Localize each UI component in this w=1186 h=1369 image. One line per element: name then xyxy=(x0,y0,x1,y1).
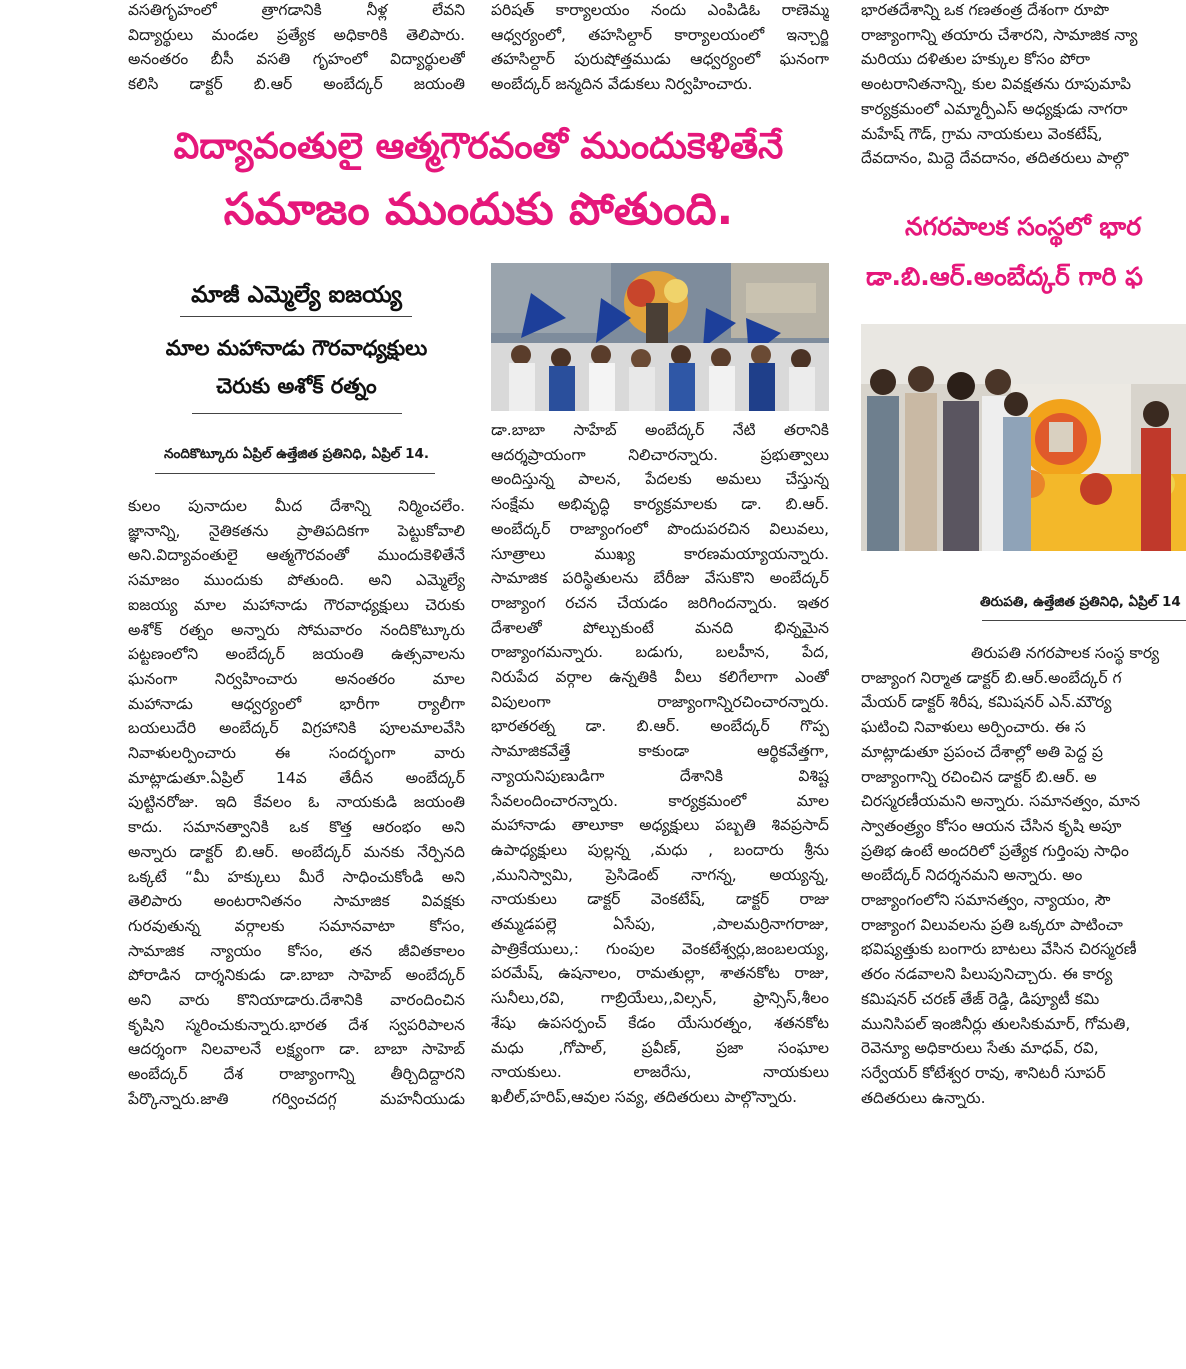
col1-top-text xyxy=(128,0,465,97)
text-line: ఐజయ్య మాల మహానాడు గౌరవాధ్యక్షులు చెరుకు xyxy=(128,595,465,614)
subhead-name: మాజీ ఎమ్మెల్యే ఐజయ్య xyxy=(191,282,402,308)
text-line: స్వాతంత్ర్యం కోసం ఆయన చేసిన కృషి అపూ xyxy=(861,816,1122,835)
text-line: రాజ్యాంగమన్నారు. బడుగు, బలహీన, పేద, xyxy=(491,643,829,662)
text-line: ఒక్కటే “మీ హక్కులు మీరే సాధించుకోండి అని xyxy=(128,867,465,886)
subhead-title: మాల మహానాడు గౌరవాధ్యక్షులు xyxy=(165,336,428,360)
text-line: విపులంగా రాజ్యాంగాన్నిరచించారన్నారు. xyxy=(491,692,829,711)
text-line: మరియు దళితుల హక్కుల కోసం పోరా xyxy=(861,50,1091,69)
text-line: సేవలందించారన్నారు. కార్యక్రమంలో మాల xyxy=(491,791,829,810)
text-line: మాట్లాడుతూ.ఏప్రిల్ 14వ తేదీన అంబేద్కర్ xyxy=(128,768,465,787)
text-line: మునిసిపల్ ఇంజినీర్లు తులసికుమార్, గోమతి, xyxy=(861,1014,1131,1033)
text-line: ఆదర్శంగా నిలవాలనే లక్ష్యంగా డా. బాబా సాహెబ్ xyxy=(128,1040,465,1059)
text-line: అంటరానితనాన్ని, కుల వివక్షతను రూపుమాపి xyxy=(861,75,1132,94)
col2-top-text xyxy=(491,0,829,97)
text-line: చిరస్మరణీయమని అన్నారు. సమానత్వం, మాన xyxy=(861,792,1141,811)
text-line: డా.బాబా సాహేబ్ అంబేద్కర్ నేటి తరానికి xyxy=(491,421,829,439)
text-line: కృషిని స్మరించుకున్నారు.భారత దేశ స్వపరిపాలన xyxy=(128,1015,465,1034)
text-line: పాత్రికేయులు,: గుంపుల వెంకటేశ్వర్లు,జంబలయ్య, xyxy=(491,939,829,958)
main-headline-line1: విద్యావంతులై ఆత్మగౌరవంతో ముందుకెళితేనే xyxy=(173,126,784,167)
text-line: భారతదేశాన్ని ఒక గణతంత్ర దేశంగా రూపొ xyxy=(861,1,1110,19)
text-line: అని వారు కొనియాడారు.దేశానికి వారందించిన xyxy=(128,991,465,1010)
text-line: మహానాడు ఆధ్వర్యంలో భారీగా ర్యాలీగా xyxy=(128,694,465,713)
text-line: అశోక్ రత్నం అన్నారు సోమవారం నందికొట్కూరు xyxy=(128,620,465,639)
text-line: ,మునిస్వామి, ప్రెసిడెంట్ నాగన్న, అయ్యన్న, xyxy=(491,865,829,884)
col3-headline-line1: నగరపాలక సంస్థలో భార xyxy=(905,212,1142,241)
text-line: దేశాలతో పోల్చుకుంటే మనది భిన్నమైన xyxy=(491,618,829,637)
text-line: అనంతరం బీసీ వసతి గృహంలో విద్యార్థులతో xyxy=(128,50,465,69)
col3-body xyxy=(861,641,1186,1110)
text-line: అన్నారు డాక్టర్ బి.ఆర్. అంబేద్కర్ మనకు నేర్పినది xyxy=(128,842,465,861)
dateline: నందికొట్కూరు ఏప్రిల్ ఉత్తేజిత ప్రతినిధి, ఏప్రిల్ 14. xyxy=(164,446,429,462)
text-line: రాజ్యాంగాన్ని రచించిన డాక్టర్ బి.ఆర్. అ xyxy=(861,767,1097,786)
text-line: పేర్కొన్నారు.జాతి గర్వించదగ్గ మహనీయుడు xyxy=(128,1089,465,1108)
rally-photo-image xyxy=(491,263,829,411)
dateline-right-underline xyxy=(982,620,1186,621)
text-line: ఉపాధ్యక్షులు పుల్లన్న ,మధు , బందారు శ్రీను xyxy=(491,840,829,859)
text-line: తదితరులు ఉన్నారు. xyxy=(861,1088,986,1107)
text-line: జ్ఞానాన్ని, నైతికతను ప్రాతిపదికగా పెట్టుకోవాలి xyxy=(128,521,465,540)
text-line: శేషు ఉపసర్పంచ్ కేడం యేసురత్నం, శతనకోట xyxy=(491,1013,829,1032)
col3-headline-line2: డా.బి.ఆర్.అంబేద్కర్ గారి ఫ xyxy=(866,262,1143,291)
text-line: కులం పునాదుల మీద దేశాన్ని నిర్మించలేం. xyxy=(128,497,465,515)
text-line: పరిషత్ కార్యాలయం నందు ఎంపిడిఓ రాణెమ్మ xyxy=(491,1,829,19)
text-line: గురవుతున్న వర్గాలకు సమానవాటా కోసం, xyxy=(128,916,465,935)
text-line: అంబేద్కర్ నిదర్శనమని అన్నారు. అం xyxy=(861,866,1083,885)
text-line: మాట్లాడుతూ ప్రపంచ దేశాల్లో అతి పెద్ద ప్ర xyxy=(861,742,1103,761)
text-line: దేవదానం, మిద్దె దేవదానం, తదితరులు పాల్గొ xyxy=(861,149,1129,168)
text-line: సామాజిక పరిస్థితులను బేరీజు వేసుకొని అంబేద్కర్ xyxy=(491,569,829,588)
text-line: రాజ్యాంగ నిర్మాత డాక్టర్ బి.ఆర్.అంబేద్కర్ గ xyxy=(861,668,1122,687)
subhead-name2: చెరుకు అశోక్ రత్నం xyxy=(216,374,377,398)
main-headline-line2: సమాజం ముందుకు పోతుంది. xyxy=(223,184,734,235)
text-line: తెలిపారు అంటరానితనం సామాజిక వివక్షకు xyxy=(128,892,465,911)
text-line: నిరుపేద వర్గాల ఉన్నతికి వీలు కలిగేలాగా ఎంతో xyxy=(491,668,829,687)
col2-body xyxy=(491,418,829,1110)
text-line: తిరుపతి నగరపాలక సంస్థ కార్య xyxy=(971,644,1160,662)
text-line: మధు ,గోపాల్, ప్రవీణ్, ప్రజా సంఘాల xyxy=(491,1038,829,1057)
dateline-underline xyxy=(155,473,435,474)
text-line: పోరాడిన దార్శనికుడు డా.బాబా సాహెబ్ అంబేద్కర్ xyxy=(128,966,465,985)
text-line: ఘటించి నివాళులు అర్పించారు. ఈ స xyxy=(861,718,1086,737)
text-line: న్యాయనిపుణుడిగా దేశానికి విశిష్ట xyxy=(491,766,829,785)
text-line: నాయకులు డాక్టర్ వెంకటేష్, డాక్టర్ రాజు xyxy=(491,890,829,909)
text-line: కలిసి డాక్టర్ బి.ఆర్ అంబేద్కర్ జయంతి xyxy=(128,75,465,94)
text-line: కమిషనర్ చరణ్ తేజ్ రెడ్డి, డిప్యూటీ కమి xyxy=(861,989,1100,1008)
text-line: అంబేద్కర్ రాజ్యాంగంలో పొందుపరచిన విలువలు, xyxy=(491,519,829,538)
text-line: అందిస్తున్న పాలన, పేదలకు అమలు చేస్తున్న xyxy=(491,470,829,489)
text-line: భవిష్యత్తుకు బంగారు బాటలు వేసిన చిరస్మరణీ xyxy=(861,940,1137,959)
text-line: తహసిల్దార్ పురుషోత్తముడు ఆధ్వర్యంలో ఘనంగా xyxy=(491,50,829,69)
text-line: తరం నడవాలని పిలుపునిచ్చారు. ఈ కార్య xyxy=(861,965,1113,984)
text-line: వసతిగృహంలో త్రాగడానికి నీళ్ల లేవని xyxy=(128,1,465,19)
text-line: బయలుదేరి అంబేద్కర్ విగ్రహానికి పూలమాలవేసి xyxy=(128,719,465,738)
text-line: నివాళులర్పించారు ఈ సందర్భంగా వారు xyxy=(128,744,465,763)
text-line: మహానాడు తాలూకా అధ్యక్షులు పబ్బతి శివప్రసాద్ xyxy=(491,816,829,835)
text-line: రాజ్యాంగ రచన చేయడం జరిగిందన్నారు. ఇతర xyxy=(491,593,829,612)
text-line: తమ్మడపల్లె ఏసేపు, ,పాలమర్రినాగరాజు, xyxy=(491,915,829,934)
text-line: అంబేద్కర్ దేశ రాజ్యాంగాన్ని తీర్చిదిద్దారని xyxy=(128,1065,465,1084)
text-line: విద్యార్థులు మండల ప్రత్యేక అధికారికి తెలిపారు. xyxy=(128,25,465,44)
text-line: సునీలు,రవి, గాబ్రియేలు,,విల్సన్, ఫ్రాన్సిస్,శీలం xyxy=(491,989,829,1008)
text-line: కార్యక్రమంలో ఎమ్మార్పీఎస్ అధ్యక్షుడు నాగరా xyxy=(861,99,1128,118)
ceremony-photo-image xyxy=(861,324,1186,551)
text-line: ఆదర్శప్రాయంగా నిలిచారన్నారు. ప్రభుత్వాలు xyxy=(491,445,829,464)
text-line: సర్వేయర్ కోటేశ్వర రావు, శానిటరీ సూపర్ xyxy=(861,1063,1106,1082)
text-line: పుట్టినరోజు. ఇది కేవలం ఓ నాయకుడి జయంతి xyxy=(128,793,465,812)
text-line: పరమేష్, ఉషనాలం, రామతుల్లా, శాతనకోట రాజు, xyxy=(491,964,829,983)
text-line: భారతరత్న డా. బి.ఆర్. అంబేద్కర్ గొప్ప xyxy=(491,717,829,736)
text-line: పట్టణంలోని అంబేద్కర్ జయంతి ఉత్సవాలను xyxy=(128,645,465,664)
col1-body xyxy=(128,494,465,1112)
text-line: ఆధ్వర్యంలో, తహసిల్దార్ కార్యాలయంలో ఇన్చార్జి xyxy=(491,25,829,44)
text-line: సామాజిక న్యాయం కోసం, తన జీవితకాలం xyxy=(128,941,465,960)
text-line: ఖలీల్,హరిప్,ఆవుల సవ్య, తదితరులు పాల్గొన్నారు. xyxy=(491,1087,798,1106)
text-line: అని.విద్యావంతులై ఆత్మగౌరవంతో ముందుకెళితేనే xyxy=(128,546,465,565)
rally-photo xyxy=(491,263,829,411)
subhead-underline xyxy=(192,413,402,414)
text-line: ప్రతిభ ఉంటే అందరిలో ప్రత్యేక గుర్తింపు సాధిం xyxy=(861,841,1129,860)
text-line: రాజ్యాంగాన్ని తయారు చేశారని, సామాజిక న్యా xyxy=(861,25,1138,44)
col3-top-text xyxy=(861,0,1186,171)
text-line: రాజ్యాంగంలోని సమానత్వం, న్యాయం, సౌ xyxy=(861,891,1111,910)
text-line: మేయర్ డాక్టర్ శిరీష, కమిషనర్ ఎన్.మౌర్య xyxy=(861,693,1112,712)
text-line: ఘనంగా నిర్వహించారు అనంతరం మాల xyxy=(128,669,465,688)
text-line: కాదు. సమానత్వానికి ఒక కొత్త ఆరంభం అని xyxy=(128,818,465,837)
dateline-right: తిరుపతి, ఉత్తేజిత ప్రతినిధి, ఏప్రిల్ 14 xyxy=(980,594,1181,610)
text-line: సూత్రాలు ముఖ్య కారణమయ్యాయన్నారు. xyxy=(491,544,829,563)
ceremony-photo xyxy=(861,324,1186,551)
text-line: సమాజం ముందుకు పోతుంది. అని ఎమ్మెల్యే xyxy=(128,571,465,590)
text-line: మహేష్ గౌడ్, గ్రామ నాయకులు వెంకటేష్, xyxy=(861,124,1103,143)
subhead-underline xyxy=(180,316,412,317)
text-line: సామాజికవేత్తే కాకుండా ఆర్థికవేత్తగా, xyxy=(491,742,829,761)
text-line: రాజ్యాంగ విలువలను ప్రతి ఒక్కరూ పాటించా xyxy=(861,915,1123,934)
text-line: సంక్షేమ అభివృద్ధి కార్యక్రమాలకు డా. బి.ఆర్. xyxy=(491,495,829,514)
text-line: రెవెన్యూ అధికారులు సేతు మాధవ్, రవి, xyxy=(861,1039,1099,1058)
text-line: అంబేద్కర్ జన్మదిన వేడుకలు నిర్వహించారు. xyxy=(491,75,753,94)
text-line: నాయకులు. లాజరేసు, నాయకులు xyxy=(491,1063,829,1082)
